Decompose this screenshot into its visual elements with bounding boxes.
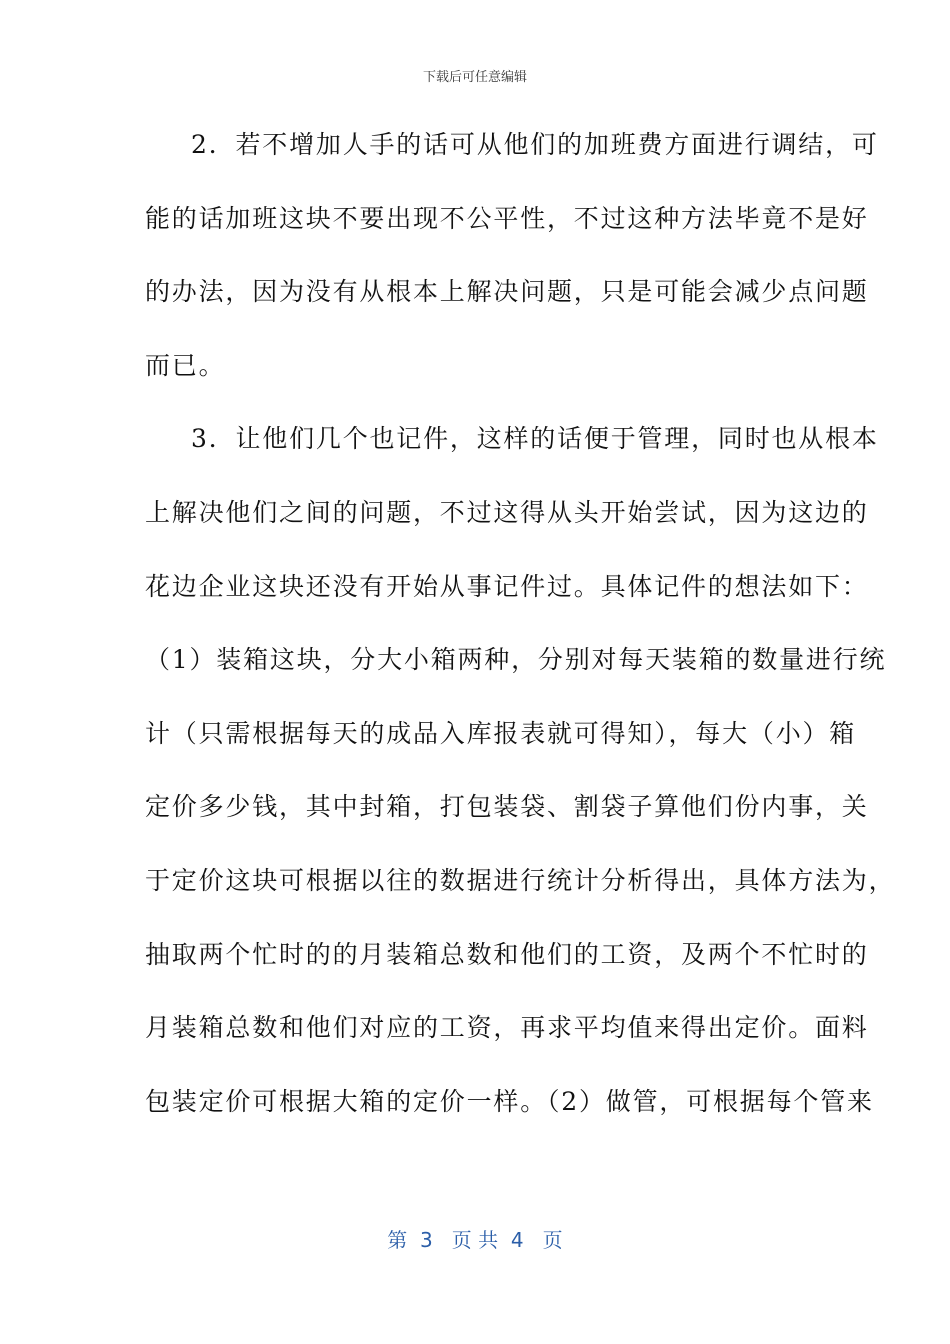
header-note: 下载后可任意编辑 <box>422 70 527 85</box>
paragraph-line: 包装定价可根据大箱的定价一样。（2）做管，可根据每个管来 <box>145 1086 874 1116</box>
paragraph-line: 计（只需根据每天的成品入库报表就可得知），每大（小）箱 <box>145 718 857 748</box>
paragraph-line: 于定价这块可根据以往的数据进行统计分析得出，具体方法为， <box>145 865 896 895</box>
paragraph-line: 抽取两个忙时的的月装箱总数和他们的工资，及两个不忙时的 <box>145 939 869 969</box>
paragraph-line: 能的话加班这块不要出现不公平性，不过这种方法毕竟不是好 <box>145 203 869 233</box>
page-number-footer: 第 3 页 共 4 页 <box>387 1228 563 1252</box>
paragraph-line: 上解决他们之间的问题，不过这得从头开始尝试，因为这边的 <box>145 497 869 527</box>
paragraph-line: 花边企业这块还没有开始从事记件过。具体记件的想法如下： <box>145 571 869 601</box>
document-body <box>145 118 896 1148</box>
paragraph-line: 月装箱总数和他们对应的工资，再求平均值来得出定价。面料 <box>145 1013 869 1043</box>
paragraph-line: 3．让他们几个也记件，这样的话便于管理，同时也从根本 <box>191 424 879 454</box>
paragraph-line: 2．若不增加人手的话可从他们的加班费方面进行调结，可 <box>191 130 879 159</box>
paragraph-line: 定价多少钱，其中封箱，打包装袋、割袋子算他们份内事，关 <box>145 792 869 822</box>
paragraph-line: 的办法，因为没有从根本上解决问题，只是可能会减少点问题 <box>145 277 869 307</box>
paragraph-line: （1）装箱这块，分大小箱两种，分别对每天装箱的数量进行统 <box>145 645 887 675</box>
paragraph-line: 而已。 <box>145 350 226 380</box>
